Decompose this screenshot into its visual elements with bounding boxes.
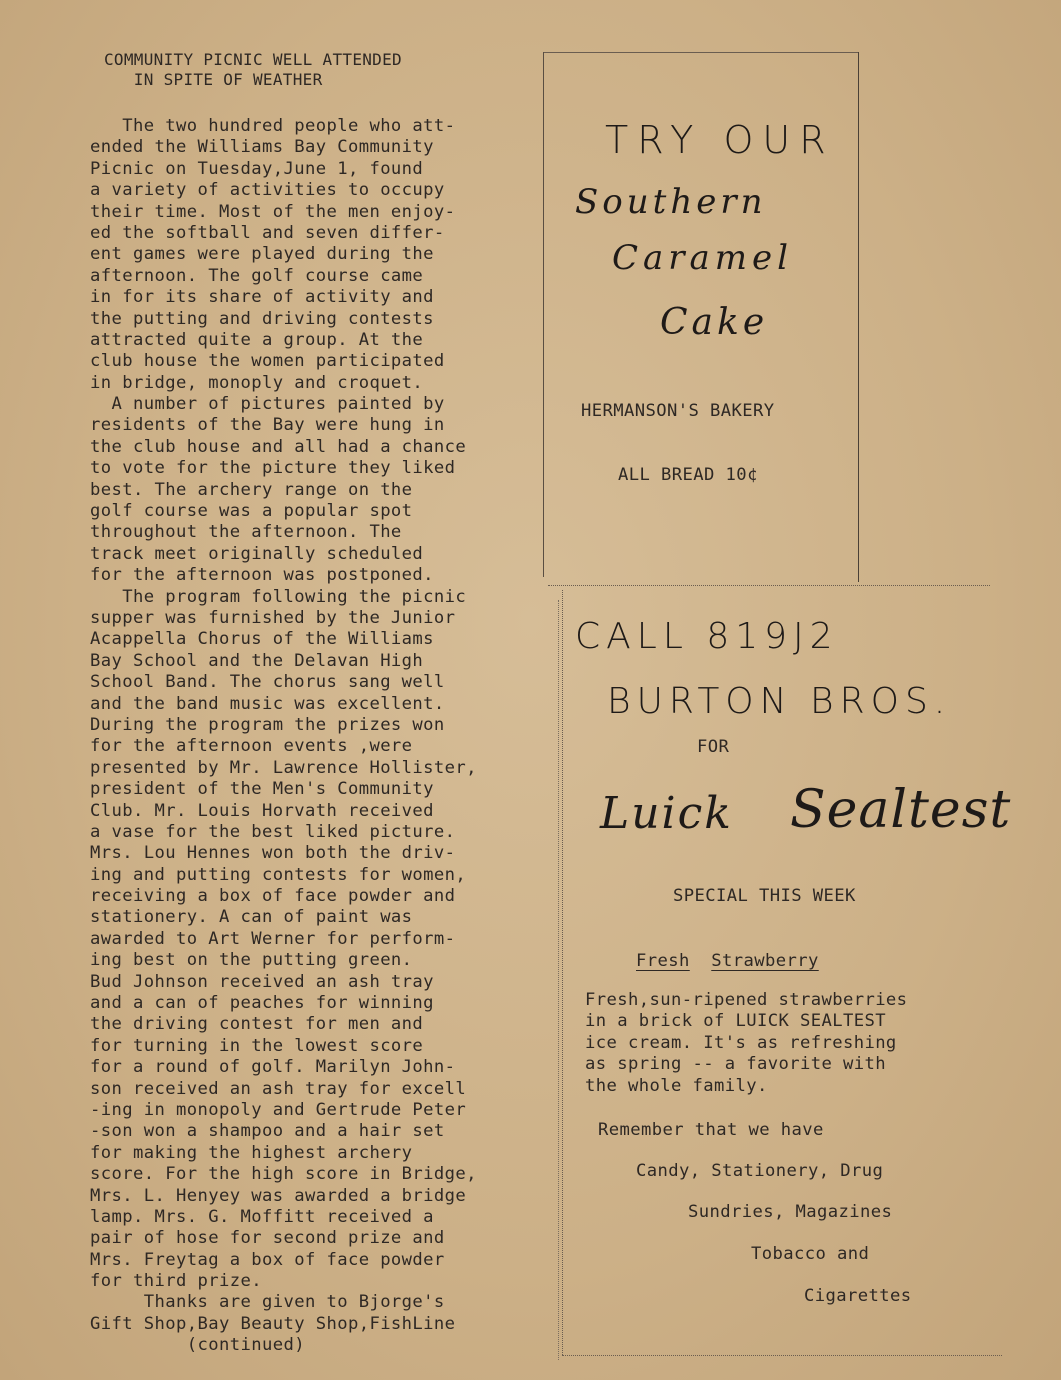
article-line: their time. Most of the men enjoy- [90, 201, 456, 222]
article-line: for the afternoon events ,were [90, 736, 413, 757]
article-line: Gift Shop,Bay Beauty Shop,FishLine [90, 1313, 456, 1334]
bakery-ad-caramel: Caramel [612, 238, 794, 278]
article-line: During the program the prizes won [90, 714, 445, 735]
article-line: and a can of peaches for winning [90, 993, 434, 1014]
article-line: The two hundred people who att- [90, 116, 456, 136]
ad-divider [548, 585, 990, 587]
article-line: (continued) [90, 1335, 305, 1356]
promo-text [585, 990, 907, 1097]
article-line: Bud Johnson received an ash tray [90, 971, 434, 992]
burton-ad-bottom-border [562, 1355, 1002, 1357]
promo-line: Fresh,sun-ripened strawberries [585, 990, 908, 1010]
article-line: awarded to Art Werner for perform- [90, 928, 456, 949]
article-line: ing best on the putting green. [90, 950, 413, 971]
article-line: the club house and all had a chance [90, 436, 467, 457]
flavor-heading [636, 951, 819, 972]
article-line: lamp. Mrs. G. Moffitt received a [90, 1206, 434, 1227]
headline-line: IN SPITE OF WEATHER [104, 70, 323, 89]
items-line: Candy, Stationery, Drug [636, 1161, 884, 1181]
article-line: ing and putting contests for women, [90, 864, 467, 885]
column-divider [558, 600, 560, 1360]
article-line: pair of hose for second prize and [90, 1228, 445, 1249]
items-line: Tobacco and [751, 1244, 870, 1264]
items-line: Cigarettes [804, 1286, 912, 1306]
remember-line: Remember that we have [598, 1120, 824, 1140]
flavor-word-fresh: Fresh [636, 951, 690, 971]
article-line: afternoon. The golf course came [90, 265, 424, 286]
burton-ad-left-border [562, 590, 564, 1355]
article-line: club house the women participated [90, 351, 445, 372]
article-line: Club. Mr. Louis Horvath received [90, 800, 434, 821]
article-line: residents of the Bay were hung in [90, 415, 445, 436]
article-line: receiving a box of face powder and [90, 886, 456, 907]
article-line: Acappella Chorus of the Williams [90, 629, 434, 650]
bakery-name: HERMANSON'S BAKERY [581, 401, 775, 421]
bakery-ad-try-our: TRY OUR [605, 118, 835, 162]
article-line: Mrs. Lou Hennes won both the driv- [90, 843, 456, 864]
article-line: and the band music was excellent. [90, 693, 445, 714]
article-line: for a round of golf. Marilyn John- [90, 1057, 456, 1078]
bakery-offer: ALL BREAD 10¢ [618, 465, 758, 485]
article-line: best. The archery range on the [90, 479, 413, 500]
article-line: for turning in the lowest score [90, 1035, 424, 1056]
brand-sealtest: Sealtest [790, 780, 1012, 840]
burton-ad-for: FOR [697, 737, 730, 757]
brand-luick: Luick [600, 788, 733, 839]
article-line: for making the highest archery [90, 1142, 413, 1163]
burton-ad-business: BURTON BROS. [607, 681, 952, 722]
article-line: golf course was a popular spot [90, 501, 413, 522]
article-line: Mrs. Freytag a box of face powder [90, 1249, 445, 1270]
article-line: Picnic on Tuesday,June 1, found [90, 158, 424, 179]
article-line: -ing in monopoly and Gertrude Peter [90, 1099, 467, 1120]
article-line: stationery. A can of paint was [90, 907, 413, 928]
article-line: president of the Men's Community [90, 779, 434, 800]
article-line: A number of pictures painted by [90, 394, 445, 415]
article-line: to vote for the picture they liked [90, 458, 456, 479]
article-line: Thanks are given to Bjorge's [90, 1292, 445, 1313]
article-line: presented by Mr. Lawrence Hollister, [90, 757, 477, 778]
special-this-week: SPECIAL THIS WEEK [673, 886, 856, 906]
article-body [90, 116, 477, 1357]
article-line: a vase for the best liked picture. [90, 821, 456, 842]
article-line: attracted quite a group. At the [90, 329, 424, 350]
burton-ad-phone: CALL 819J2 [575, 616, 839, 657]
promo-line: the whole family. [585, 1075, 768, 1096]
article-line: School Band. The chorus sang well [90, 672, 445, 693]
article-line: in for its share of activity and [90, 287, 434, 308]
article-line: the driving contest for men and [90, 1014, 424, 1035]
article-line: for the afternoon was postponed. [90, 565, 434, 586]
article-headline [104, 50, 402, 90]
article-line: Bay School and the Delavan High [90, 650, 424, 671]
article-line: supper was furnished by the Junior [90, 607, 456, 628]
article-line: in bridge, monoply and croquet. [90, 372, 424, 393]
article-line: throughout the afternoon. The [90, 522, 402, 543]
headline-line: COMMUNITY PICNIC WELL ATTENDED [104, 50, 402, 69]
article-line: ent games were played during the [90, 244, 434, 265]
article-line: track meet originally scheduled [90, 543, 424, 564]
article-line: The program following the picnic [90, 586, 467, 607]
article-line: a variety of activities to occupy [90, 180, 445, 201]
flavor-word-strawberry: Strawberry [711, 951, 819, 971]
article-line: for third prize. [90, 1271, 262, 1292]
article-line: score. For the high score in Bridge, [90, 1164, 477, 1185]
article-line: ended the Williams Bay Community [90, 137, 434, 158]
promo-line: as spring -- a favorite with [585, 1054, 886, 1075]
article-line: -son won a shampoo and a hair set [90, 1121, 445, 1142]
bakery-ad-cake: Cake [660, 302, 769, 343]
article-line: Mrs. L. Henyey was awarded a bridge [90, 1185, 467, 1206]
article-line: ed the softball and seven differ- [90, 222, 445, 243]
items-line: Sundries, Magazines [688, 1202, 893, 1222]
promo-line: ice cream. It's as refreshing [585, 1032, 897, 1053]
bakery-ad-southern: Southern [575, 182, 767, 222]
article-line: the putting and driving contests [90, 308, 434, 329]
promo-line: in a brick of LUICK SEALTEST [585, 1011, 886, 1032]
article-line: son received an ash tray for excell [90, 1078, 467, 1099]
